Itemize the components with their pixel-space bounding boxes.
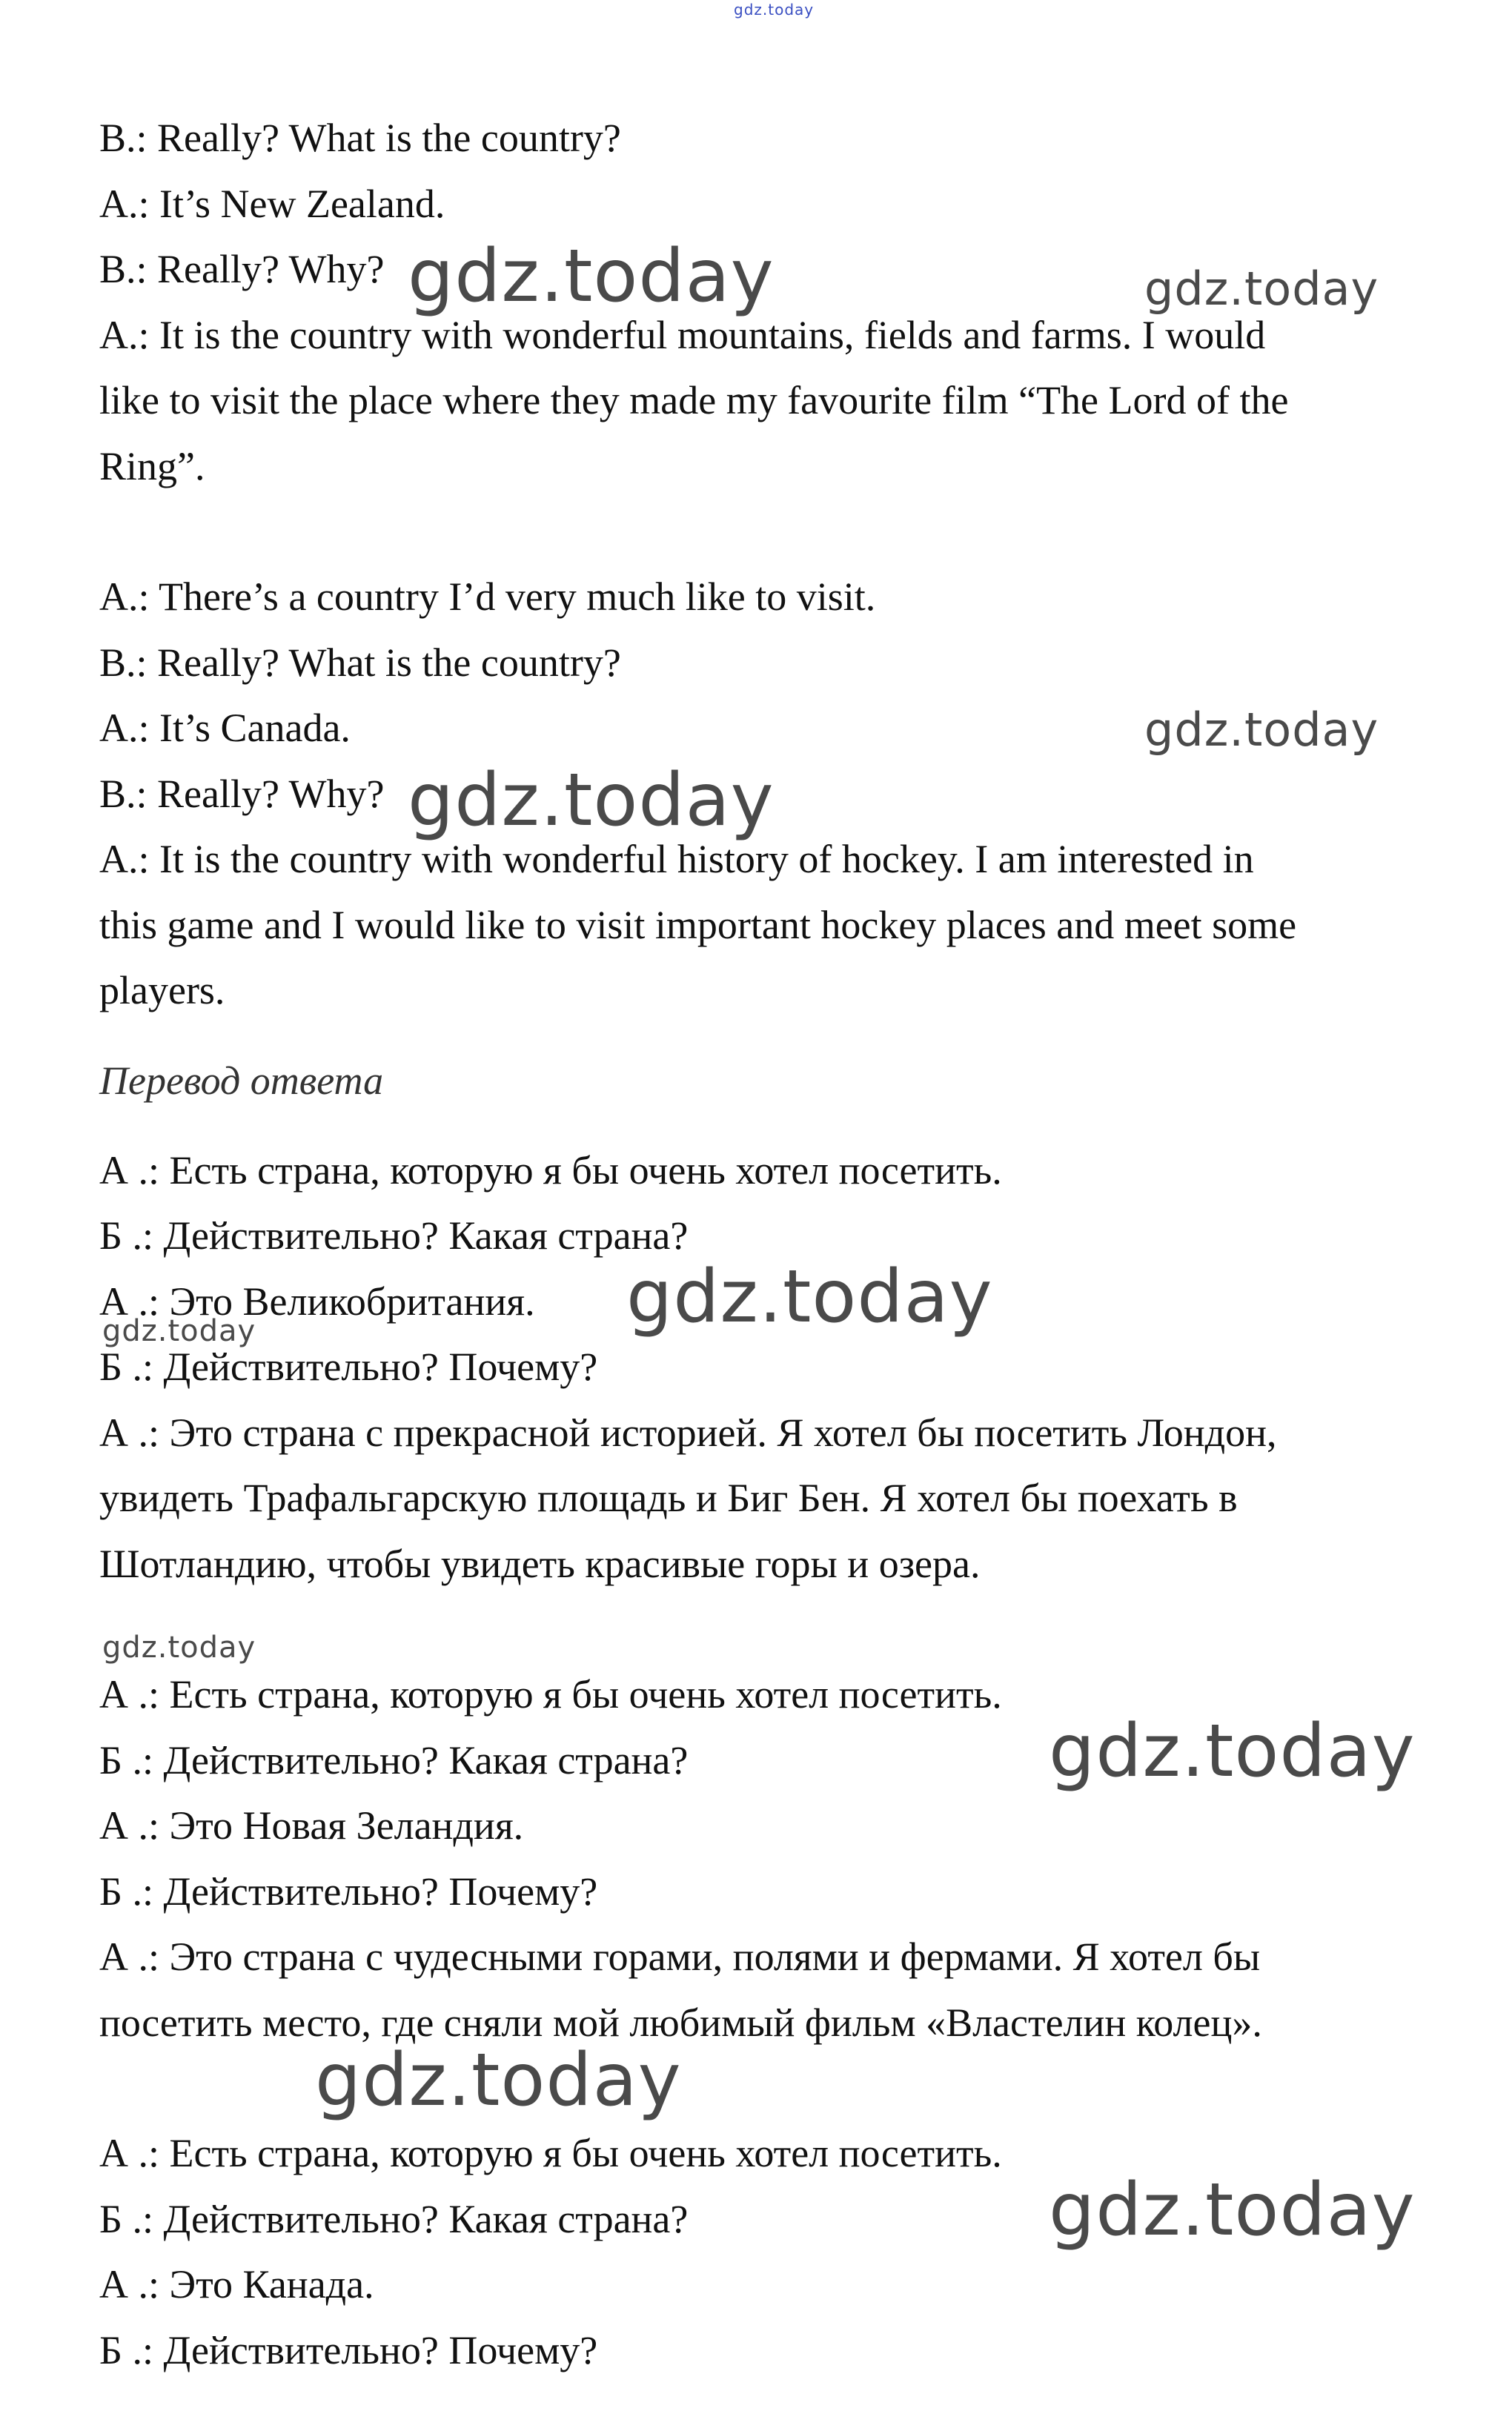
- russian-line: Б .: Действительно? Почему?: [99, 2328, 598, 2372]
- russian-line: А .: Есть страна, которую я бы очень хотел посетить.: [99, 2131, 1002, 2175]
- watermark: gdz.today: [408, 234, 775, 319]
- english-line: A.: There’s a country I’d very much like to visit.: [99, 574, 876, 619]
- watermark: gdz.today: [1049, 1709, 1416, 1794]
- watermark: gdz.today: [102, 1631, 256, 1665]
- english-line: this game and I would like to visit important hockey places and meet some: [99, 903, 1297, 947]
- english-line: B.: Really? What is the country?: [99, 640, 621, 685]
- english-line: like to visit the place where they made my favourite film “The Lord of the: [99, 378, 1289, 422]
- english-line: players.: [99, 968, 225, 1012]
- english-line: B.: Really? Why?: [99, 772, 385, 816]
- english-line: A.: It is the country with wonderful history of hockey. I am interested in: [99, 837, 1254, 881]
- russian-line: увидеть Трафальгарскую площадь и Биг Бен. Я хотел бы поехать в: [99, 1476, 1238, 1520]
- russian-line: Б .: Действительно? Почему?: [99, 1869, 598, 1914]
- russian-line: А .: Это Великобритания.: [99, 1279, 535, 1324]
- english-line: B.: Really? Why?: [99, 247, 385, 291]
- russian-line: А .: Это Канада.: [99, 2262, 374, 2307]
- watermark: gdz.today: [626, 1255, 993, 1339]
- russian-line: А .: Это страна с прекрасной историей. Я хотел бы посетить Лондон,: [99, 1410, 1277, 1455]
- watermark: gdz.today: [102, 1314, 256, 1348]
- english-line: B.: Really? What is the country?: [99, 116, 621, 160]
- russian-line: А .: Есть страна, которую я бы очень хотел посетить.: [99, 1148, 1002, 1193]
- watermark: gdz.today: [1144, 262, 1379, 316]
- russian-line: А .: Это Новая Зеландия.: [99, 1803, 524, 1848]
- russian-line: А .: Это страна с чудесными горами, полями и фермами. Я хотел бы: [99, 1934, 1261, 1979]
- watermark: gdz.today: [315, 2038, 682, 2123]
- english-line: A.: It’s Canada.: [99, 706, 351, 750]
- russian-line: посетить место, где сняли мой любимый фильм «Властелин колец».: [99, 2000, 1262, 2045]
- translation-heading: Перевод ответа: [99, 1058, 384, 1103]
- english-line: A.: It’s New Zealand.: [99, 182, 445, 226]
- english-line: Ring”.: [99, 444, 205, 488]
- watermark: gdz.today: [1049, 2168, 1416, 2252]
- watermark-top: gdz.today: [734, 1, 815, 19]
- watermark: gdz.today: [408, 758, 775, 843]
- russian-line: Б .: Действительно? Почему?: [99, 1344, 598, 1389]
- russian-line: Шотландию, чтобы увидеть красивые горы и озера.: [99, 1542, 981, 1586]
- russian-line: Б .: Действительно? Какая страна?: [99, 1738, 689, 1783]
- russian-line: Б .: Действительно? Какая страна?: [99, 2197, 689, 2241]
- russian-line: А .: Есть страна, которую я бы очень хотел посетить.: [99, 1672, 1002, 1717]
- watermark: gdz.today: [1144, 703, 1379, 757]
- russian-line: Б .: Действительно? Какая страна?: [99, 1213, 689, 1258]
- english-line: A.: It is the country with wonderful mountains, fields and farms. I would: [99, 313, 1266, 357]
